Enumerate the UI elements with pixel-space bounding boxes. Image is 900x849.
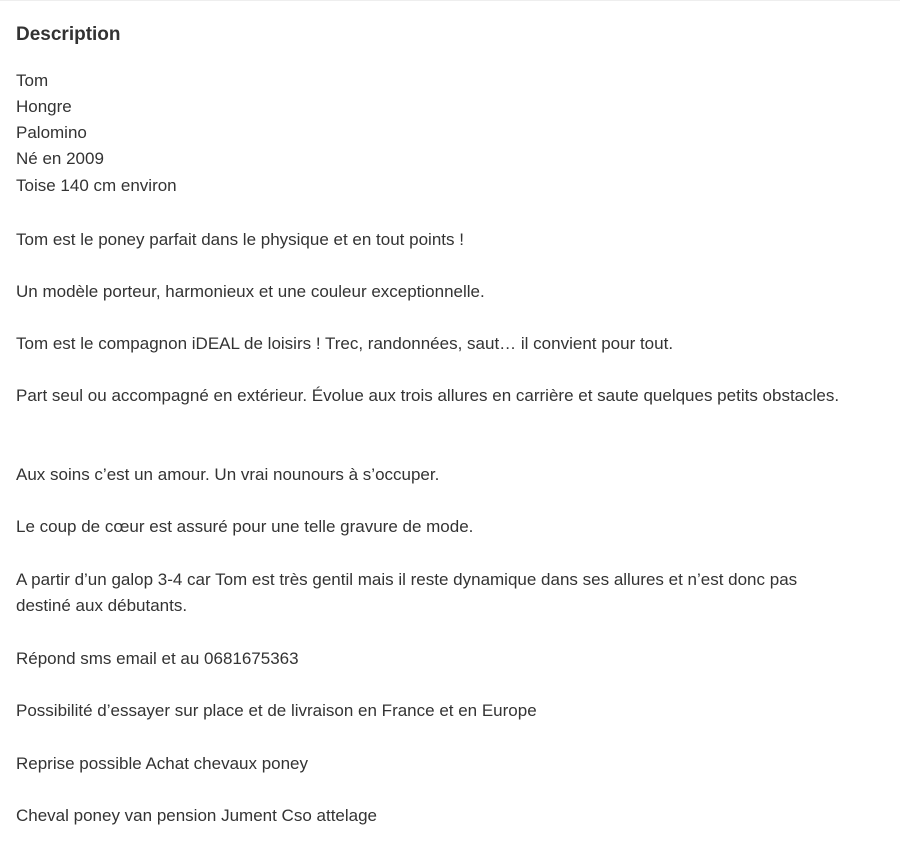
horse-sex: Hongre — [16, 97, 72, 116]
paragraph-level: A partir d’un galop 3-4 car Tom est très gentil mais il reste dynamique dans ses allures et n’est donc pas destiné aux débutants. — [16, 570, 798, 615]
horse-birth: Né en 2009 — [16, 149, 104, 168]
paragraph-exterior: Part seul ou accompagné en extérieur. Évolue aux trois allures en carrière et saute quelques petits obstacles. — [16, 386, 840, 405]
paragraph-resale: Reprise possible Achat chevaux poney — [16, 754, 309, 773]
horse-color: Palomino — [16, 123, 87, 142]
paragraph-model: Un modèle porteur, harmonieux et une couleur exceptionnelle. — [16, 282, 485, 301]
horse-name: Tom — [16, 71, 49, 90]
section-title: Description — [16, 24, 121, 45]
paragraph-intro: Tom est le poney parfait dans le physique et en tout points ! — [16, 230, 464, 249]
paragraph-crush: Le coup de cœur est assuré pour une telle gravure de mode. — [16, 517, 474, 536]
horse-height: Toise 140 cm environ — [16, 176, 177, 195]
paragraph-care: Aux soins c’est un amour. Un vrai nounours à s’occuper. — [16, 465, 440, 484]
paragraph-contact: Répond sms email et au 0681675363 — [16, 649, 299, 668]
paragraph-delivery: Possibilité d’essayer sur place et de livraison en France et en Europe — [16, 701, 537, 720]
paragraph-companion: Tom est le compagnon iDEAL de loisirs ! Trec, randonnées, saut… il convient pour tout. — [16, 334, 674, 353]
paragraph-keywords: Cheval poney van pension Jument Cso attelage — [16, 806, 378, 825]
